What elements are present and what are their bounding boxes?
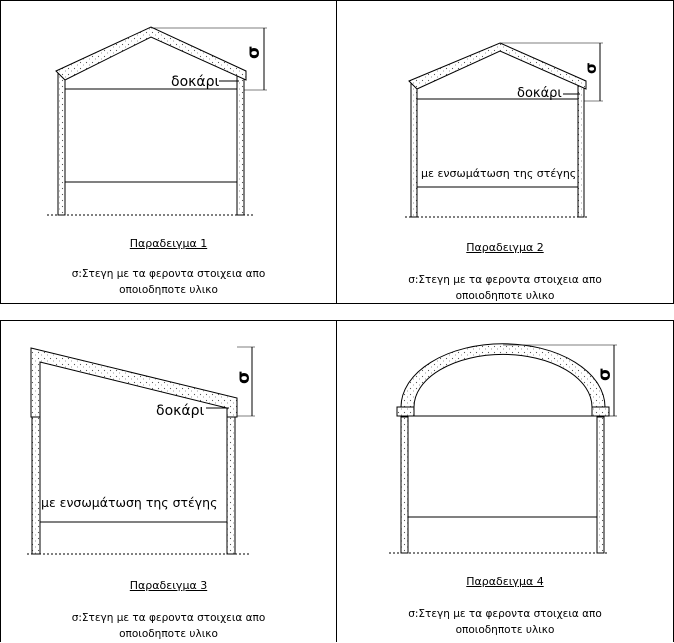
example-3-caption: Παραδειγμα 3 — [129, 579, 208, 592]
beam-label: δοκάρι — [517, 86, 562, 101]
sigma-label: σ — [582, 62, 600, 74]
right-wall — [597, 417, 604, 553]
description-line-2: οποιοδηποτε υλικο — [455, 290, 555, 302]
description-line-2: οποιοδηποτε υλικο — [119, 628, 218, 640]
example-2-panel — [336, 0, 674, 304]
example-4-panel — [336, 320, 674, 642]
example-4-caption: Παραδειγμα 4 — [466, 575, 544, 588]
sigma-label: σ — [244, 45, 264, 59]
sigma-label: σ — [234, 370, 254, 384]
gable-roof — [409, 43, 586, 89]
left-wall — [58, 73, 65, 215]
left-wall — [401, 417, 408, 553]
sigma-label: σ — [595, 367, 615, 381]
beam-label: δοκάρι — [171, 74, 220, 90]
right-wall — [578, 83, 584, 217]
left-springing — [397, 407, 414, 416]
description-line-2: οποιοδηποτε υλικο — [119, 284, 218, 296]
example-4-drawing — [337, 321, 674, 643]
example-1-description — [21, 266, 316, 298]
incorporation-label: με ενσωμάτωση της στέγης — [421, 167, 577, 180]
example-3-description — [21, 610, 316, 642]
description-line-1: σ:Στεγη με τα φεροντα στοιχεια απο — [408, 274, 602, 286]
description-line-1: σ:Στεγη με τα φεροντα στοιχεια απο — [71, 268, 266, 280]
beam-label: δοκάρι — [156, 403, 205, 419]
example-2-description — [357, 272, 653, 304]
mono-pitch-roof — [31, 348, 237, 417]
example-1-panel — [0, 0, 337, 304]
example-3-panel — [0, 320, 337, 642]
left-wall — [411, 83, 417, 217]
description-line-1: σ:Στεγη με τα φεροντα στοιχεια απο — [71, 612, 266, 624]
example-3-drawing — [1, 321, 338, 643]
example-2-caption: Παραδειγμα 2 — [466, 241, 544, 254]
example-2-drawing — [337, 1, 674, 305]
description-line-2: οποιοδηποτε υλικο — [455, 624, 555, 636]
left-wall — [32, 417, 40, 554]
description-line-1: σ:Στεγη με τα φεροντα στοιχεια απο — [408, 608, 602, 620]
right-wall — [227, 417, 235, 554]
example-1-drawing — [1, 1, 338, 305]
example-4-description — [357, 606, 653, 638]
example-1-caption: Παραδειγμα 1 — [129, 237, 208, 250]
right-wall — [237, 73, 244, 215]
gable-roof — [56, 27, 246, 80]
arched-roof — [401, 344, 605, 407]
incorporation-label: με ενσωμάτωση της στέγης — [41, 495, 218, 510]
right-springing — [592, 407, 609, 416]
